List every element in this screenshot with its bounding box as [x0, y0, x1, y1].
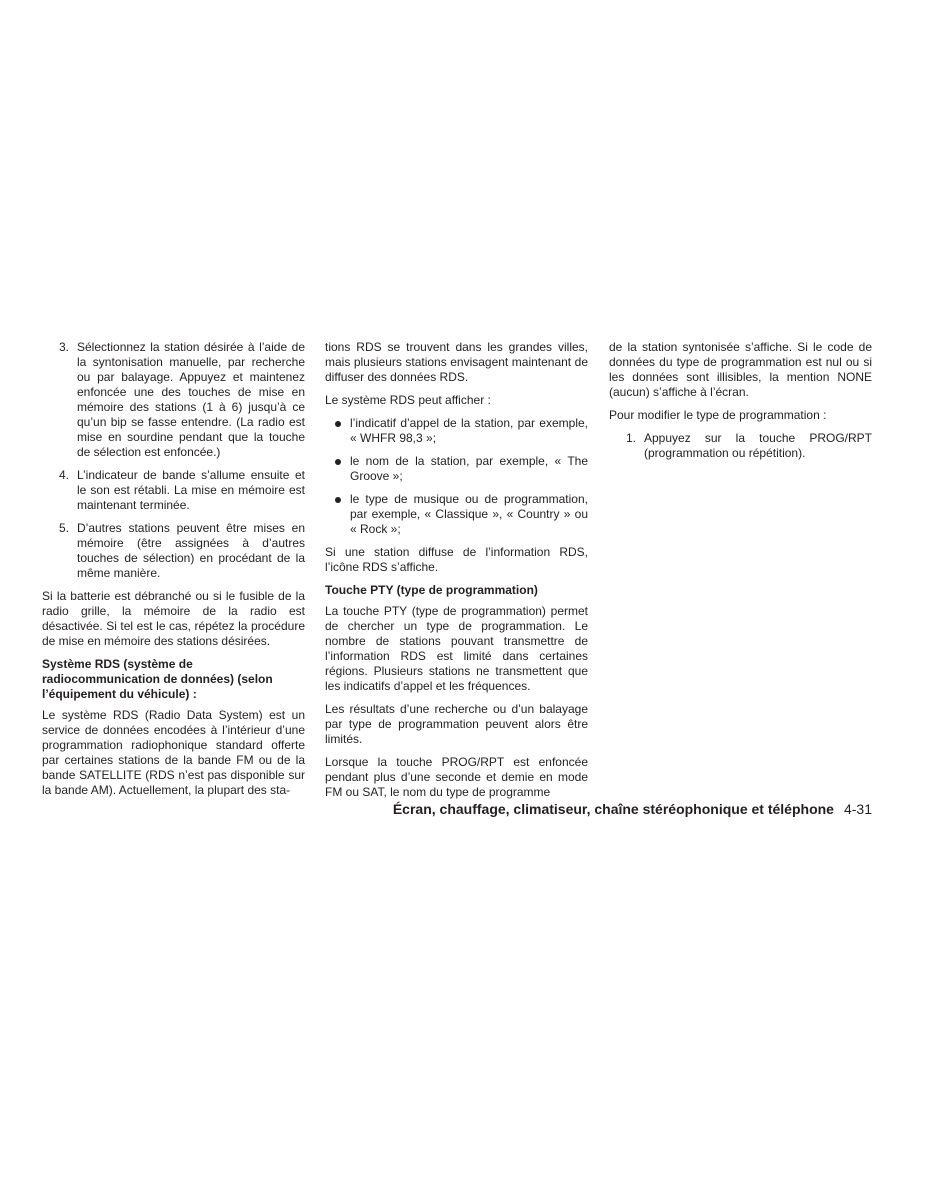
column-left [42, 340, 305, 806]
list-item-text: D’autres stations peuvent être mises en mémoire (être assignées à d’autres touches de sélection) en procédant de la même manière. [77, 521, 305, 580]
list-item-step-1 [609, 431, 872, 461]
paragraph-prog-rpt: Lorsque la touche PROG/RPT est enfoncée pendant plus d’une seconde et demie en mode FM ou SAT, le nom du type de programme [325, 755, 588, 799]
paragraph-battery: Si la batterie est débranché ou si le fusible de la radio grille, la mémoire de la radio est désactivée. Si tel est le cas, répétez la procédure de mise en mémoire des stations désirées. [42, 589, 305, 648]
list-item-text: Appuyez sur la touche PROG/RPT (programmation ou répétition). [644, 431, 872, 460]
bullet-icon [325, 416, 350, 446]
list-item-step-3 [42, 340, 305, 460]
list-number: 4. [58, 468, 69, 482]
paragraph-rds-display: Le système RDS peut afficher : [325, 393, 491, 407]
bullet-text: le nom de la station, par exemple, « The Groove »; [350, 454, 588, 483]
heading-pty: Touche PTY (type de programmation) [325, 583, 538, 597]
paragraph-results: Les résultats d’une recherche ou d’un balayage par type de programmation peuvent alors être limités. [325, 702, 588, 746]
bullet-text: l’indicatif d’appel de la station, par exemple, « WHFR 98,3 »; [350, 416, 588, 445]
paragraph-modify: Pour modifier le type de programmation : [609, 408, 827, 422]
bullet-item-station-name [325, 454, 588, 484]
bullet-item-program-type [325, 492, 588, 537]
bullet-item-call-sign [325, 416, 588, 446]
list-item-text: Sélectionnez la station désirée à l’aide de la syntonisation manuelle, par recherche ou par balayage. Appuyez et maintenez enfoncée une des touches de mise en mémoire des stations (1 à 6) jusqu’à ce qu’un bip se fasse entendre. (La radio est mise en sourdine pendant que la touche de sélection est enfoncée.) [77, 340, 305, 459]
heading-rds: Système RDS (système de radiocommunication de données) (selon l’équipement du véhicule) : [42, 657, 273, 701]
column-middle [325, 340, 588, 808]
list-item-step-5 [42, 521, 305, 581]
paragraph-rds-continued: tions RDS se trouvent dans les grandes villes, mais plusieurs stations envisagent maintenant de diffuser des données RDS. [325, 340, 588, 384]
bullet-icon [325, 492, 350, 537]
list-number: 3. [58, 340, 69, 354]
paragraph-rds: Le système RDS (Radio Data System) est un service de données encodées à l’intérieur d’une programmation radiophonique standard offerte par certaines stations de la bande FM ou de la bande SATELLITE (RDS n’est pas disponible sur la bande AM). Actuellement, la plupart des sta- [42, 708, 305, 797]
paragraph-pty: La touche PTY (type de programmation) permet de chercher un type de programmation. Le nombre de stations pouvant transmettre de l’information RDS est limité dans certaines régions. Plusieurs stations ne transmettent que les indicatifs d’appel et les fréquences. [325, 604, 588, 693]
paragraph-rds-icon: Si une station diffuse de l’information RDS, l’icône RDS s’affiche. [325, 545, 588, 574]
page-number: 4-31 [843, 801, 872, 817]
page-footer [0, 800, 872, 818]
bullet-text: le type de musique ou de programmation, par exemple, « Classique », « Country » ou « Rock »; [350, 492, 588, 536]
list-number: 5. [58, 521, 69, 535]
column-right [609, 340, 872, 469]
section-title: Écran, chauffage, climatiseur, chaîne stéréophonique et téléphone [392, 801, 834, 817]
paragraph-program-continued: de la station syntonisée s’affiche. Si le code de données du type de programmation est nul ou si les données sont illisibles, la mention NONE (aucun) s’affiche à l’écran. [609, 340, 872, 399]
bullet-icon [325, 454, 350, 484]
list-item-text: L’indicateur de bande s’allume ensuite et le son est rétabli. La mise en mémoire est maintenant terminée. [77, 468, 305, 512]
list-item-step-4 [42, 468, 305, 513]
list-number: 1. [625, 431, 636, 445]
